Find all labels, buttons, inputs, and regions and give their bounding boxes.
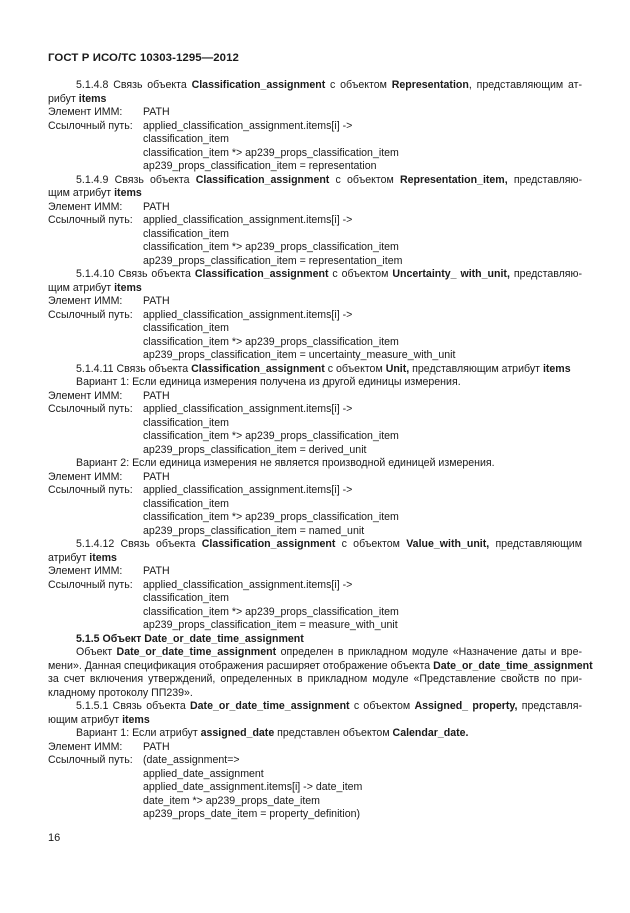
clause-heading: 5.1.4.12 Связь объекта Classification_assignment с объектом Value_with_unit, представляющим bbox=[76, 538, 583, 550]
mapping-element-row: Элемент ИММ: PATH bbox=[48, 295, 170, 307]
mapping-path-line: classification_item *> ap239_props_classification_item bbox=[143, 241, 399, 253]
paragraph-line: за счет включения утверждений, определенных в прикладном модуле «Представление свойств по при- bbox=[48, 673, 582, 685]
mapping-path-row: Ссылочный путь: (date_assignment=> bbox=[48, 754, 240, 766]
section-heading: 5.1.5 Объект Date_or_date_time_assignment bbox=[76, 632, 304, 645]
mapping-path-row: Ссылочный путь: applied_classification_assignment.items[i] -> bbox=[48, 119, 353, 132]
mapping-path-line: classification_item *> ap239_props_classification_item bbox=[143, 511, 399, 523]
mapping-path-line: ap239_props_classification_item = representation_item bbox=[143, 254, 403, 267]
mapping-element-row: Элемент ИММ: PATH bbox=[48, 106, 170, 118]
mapping-path-line: applied_date_assignment bbox=[143, 767, 264, 780]
clause-heading-cont: щим атрибут items bbox=[48, 187, 142, 199]
clause-heading: 5.1.4.9 Связь объекта Classification_assignment с объектом Representation_item, представляю- bbox=[76, 173, 583, 186]
clause-heading: 5.1.4.10 Связь объекта Classification_assignment с объектом Uncertainty_ with_unit, представляю- bbox=[76, 268, 582, 280]
mapping-path-line: ap239_props_classification_item = representation bbox=[143, 160, 377, 172]
mapping-path-line: classification_item bbox=[143, 497, 229, 510]
clause-heading-cont: щим атрибут items bbox=[48, 281, 142, 294]
mapping-path-line: date_item *> ap239_props_date_item bbox=[143, 794, 320, 807]
variant-text: Вариант 1: Если атрибут assigned_date представлен объектом Calendar_date. bbox=[76, 727, 469, 739]
mapping-path-line: classification_item bbox=[143, 227, 229, 240]
clause-heading: 5.1.5.1 Связь объекта Date_or_date_time_assignment с объектом Assigned_ property, представля- bbox=[76, 700, 582, 712]
mapping-element-row: Элемент ИММ: PATH bbox=[48, 470, 170, 483]
mapping-path-line: ap239_props_classification_item = derived_unit bbox=[143, 443, 367, 456]
mapping-path-line: ap239_props_classification_item = named_unit bbox=[143, 524, 365, 537]
clause-heading: 5.1.4.8 Связь объекта Classification_assignment с объектом Representation, представляющим ат- bbox=[76, 79, 582, 91]
mapping-element-row: Элемент ИММ: PATH bbox=[48, 740, 170, 753]
paragraph-line: мени». Данная спецификация отображения расширяет отображение объекта Date_or_date_time_assignment bbox=[48, 659, 593, 672]
mapping-path-row: Ссылочный путь: applied_classification_assignment.items[i] -> bbox=[48, 403, 353, 415]
variant-text: Вариант 1: Если единица измерения получена из другой единицы измерения. bbox=[76, 376, 461, 388]
mapping-path-row: Ссылочный путь: applied_classification_assignment.items[i] -> bbox=[48, 578, 353, 591]
clause-heading-cont: ющим атрибут items bbox=[48, 713, 150, 726]
clause-heading-cont: атрибут items bbox=[48, 551, 117, 564]
mapping-path-line: classification_item *> ap239_props_classification_item bbox=[143, 605, 399, 618]
variant-text: Вариант 2: Если единица измерения не является производной единицей измерения. bbox=[76, 457, 495, 469]
clause-heading: 5.1.4.11 Связь объекта Classification_assignment с объектом Unit, представляющим атрибут items bbox=[76, 362, 571, 375]
mapping-element-row: Элемент ИММ: PATH bbox=[48, 200, 170, 213]
mapping-path-line: applied_date_assignment.items[i] -> date_item bbox=[143, 781, 363, 793]
paragraph-line: кладному протоколу ПП239». bbox=[48, 686, 193, 699]
paragraph-line: Объект Date_or_date_time_assignment определен в прикладном модуле «Назначение даты и вре- bbox=[76, 646, 582, 658]
mapping-element-row: Элемент ИММ: PATH bbox=[48, 565, 170, 577]
mapping-path-line: ap239_props_classification_item = measure_with_unit bbox=[143, 619, 398, 631]
mapping-path-line: classification_item *> ap239_props_classification_item bbox=[143, 146, 399, 159]
page-number: 16 bbox=[48, 832, 61, 844]
mapping-path-line: classification_item *> ap239_props_classification_item bbox=[143, 430, 399, 442]
mapping-path-row: Ссылочный путь: applied_classification_assignment.items[i] -> bbox=[48, 214, 353, 226]
mapping-path-line: classification_item bbox=[143, 416, 229, 429]
mapping-path-line: classification_item *> ap239_props_classification_item bbox=[143, 335, 399, 348]
document-body bbox=[48, 79, 593, 822]
mapping-path-line: classification_item bbox=[143, 133, 229, 145]
document-header: ГОСТ Р ИСО/ТС 10303-1295—2012 bbox=[48, 52, 239, 64]
mapping-path-line: classification_item bbox=[143, 322, 229, 334]
mapping-path-line: ap239_props_date_item = property_definition) bbox=[143, 808, 361, 820]
clause-heading-cont: рибут items bbox=[48, 92, 107, 105]
mapping-path-line: classification_item bbox=[143, 592, 229, 604]
mapping-path-row: Ссылочный путь: applied_classification_assignment.items[i] -> bbox=[48, 484, 353, 496]
mapping-element-row: Элемент ИММ: PATH bbox=[48, 389, 170, 402]
mapping-path-line: ap239_props_classification_item = uncertainty_measure_with_unit bbox=[143, 349, 456, 361]
mapping-path-row: Ссылочный путь: applied_classification_assignment.items[i] -> bbox=[48, 308, 353, 321]
